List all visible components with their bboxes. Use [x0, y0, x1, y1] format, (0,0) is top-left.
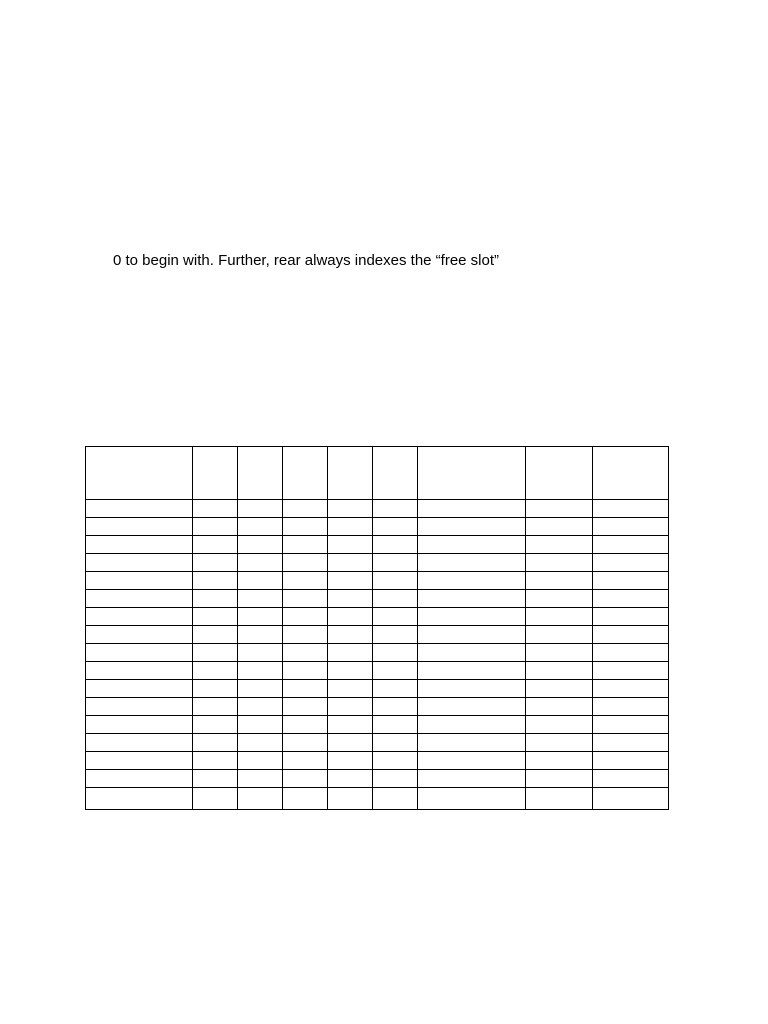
table-cell — [193, 788, 238, 810]
table-cell — [525, 716, 592, 734]
table-cell — [193, 536, 238, 554]
table-cell — [193, 518, 238, 536]
table-cell — [592, 554, 668, 572]
table-row — [86, 608, 669, 626]
table-cell — [238, 590, 283, 608]
table-row — [86, 626, 669, 644]
table-cell — [283, 788, 328, 810]
table-cell — [525, 554, 592, 572]
table-row — [86, 536, 669, 554]
table-cell — [86, 716, 193, 734]
table-row — [86, 554, 669, 572]
table-row — [86, 500, 669, 518]
table-cell — [283, 734, 328, 752]
table-cell — [238, 770, 283, 788]
table-cell — [328, 626, 373, 644]
table-cell — [373, 572, 418, 590]
table-cell — [238, 662, 283, 680]
table-cell — [328, 572, 373, 590]
table-cell — [193, 500, 238, 518]
table-cell — [283, 554, 328, 572]
table-cell — [193, 662, 238, 680]
table-cell — [418, 770, 525, 788]
table-cell — [86, 734, 193, 752]
table-cell — [193, 698, 238, 716]
table-cell — [525, 626, 592, 644]
table-cell — [86, 698, 193, 716]
table-cell — [525, 662, 592, 680]
table-cell — [86, 662, 193, 680]
table-cell — [238, 644, 283, 662]
table-cell — [592, 536, 668, 554]
table-cell — [592, 680, 668, 698]
table-header-cell — [86, 447, 193, 500]
table-cell — [238, 680, 283, 698]
table-cell — [373, 698, 418, 716]
table-cell — [525, 608, 592, 626]
table-cell — [525, 788, 592, 810]
table-cell — [373, 644, 418, 662]
table-cell — [283, 626, 328, 644]
table-row — [86, 752, 669, 770]
table-cell — [238, 536, 283, 554]
table-cell — [283, 590, 328, 608]
table-cell — [592, 608, 668, 626]
table-cell — [592, 770, 668, 788]
table-row — [86, 518, 669, 536]
table-cell — [592, 500, 668, 518]
table-cell — [418, 500, 525, 518]
table-cell — [283, 752, 328, 770]
table-header-cell — [418, 447, 525, 500]
blank-grid-table — [85, 446, 669, 810]
table-cell — [328, 500, 373, 518]
table-cell — [86, 518, 193, 536]
table-cell — [86, 680, 193, 698]
table-cell — [86, 554, 193, 572]
table-cell — [418, 626, 525, 644]
table-cell — [418, 518, 525, 536]
table-cell — [592, 626, 668, 644]
table-cell — [592, 734, 668, 752]
table-cell — [418, 590, 525, 608]
table-row — [86, 662, 669, 680]
table-cell — [86, 752, 193, 770]
table-cell — [283, 680, 328, 698]
table-cell — [328, 698, 373, 716]
table-cell — [418, 788, 525, 810]
table-cell — [525, 698, 592, 716]
table-cell — [373, 554, 418, 572]
table-cell — [525, 500, 592, 518]
table-cell — [418, 716, 525, 734]
table-row — [86, 716, 669, 734]
table-cell — [238, 752, 283, 770]
table-cell — [418, 734, 525, 752]
table-cell — [418, 554, 525, 572]
table-cell — [238, 734, 283, 752]
table-cell — [592, 752, 668, 770]
table-row — [86, 734, 669, 752]
table-cell — [373, 500, 418, 518]
table-cell — [238, 626, 283, 644]
table-cell — [592, 788, 668, 810]
table-header-cell — [238, 447, 283, 500]
table-cell — [418, 572, 525, 590]
table-cell — [86, 536, 193, 554]
table-header-row — [86, 447, 669, 500]
table-cell — [418, 752, 525, 770]
table-cell — [525, 572, 592, 590]
table-cell — [525, 644, 592, 662]
table-cell — [86, 644, 193, 662]
table-cell — [86, 770, 193, 788]
body-text-line: 0 to begin with. Further, rear always indexes the “free slot” — [113, 252, 500, 269]
table-cell — [283, 572, 328, 590]
table-cell — [373, 590, 418, 608]
table-row — [86, 644, 669, 662]
table-cell — [525, 752, 592, 770]
table-row — [86, 698, 669, 716]
table-header-cell — [193, 447, 238, 500]
table-cell — [592, 572, 668, 590]
table-cell — [238, 788, 283, 810]
table-header-cell — [283, 447, 328, 500]
table-cell — [283, 500, 328, 518]
table-cell — [418, 536, 525, 554]
table-cell — [525, 734, 592, 752]
table-cell — [328, 590, 373, 608]
table-cell — [238, 608, 283, 626]
table-cell — [373, 752, 418, 770]
table-cell — [373, 536, 418, 554]
table-row — [86, 572, 669, 590]
table-cell — [525, 770, 592, 788]
table-cell — [283, 662, 328, 680]
table-row — [86, 788, 669, 810]
table-cell — [525, 536, 592, 554]
table-cell — [592, 662, 668, 680]
table-cell — [328, 536, 373, 554]
table-cell — [373, 734, 418, 752]
table-cell — [238, 554, 283, 572]
table-cell — [193, 752, 238, 770]
table-cell — [328, 644, 373, 662]
table-cell — [283, 536, 328, 554]
table-header-cell — [592, 447, 668, 500]
table-cell — [86, 608, 193, 626]
table-cell — [328, 608, 373, 626]
table-cell — [86, 788, 193, 810]
table-cell — [193, 770, 238, 788]
table-cell — [418, 698, 525, 716]
table-cell — [525, 680, 592, 698]
table-cell — [283, 608, 328, 626]
table-cell — [525, 518, 592, 536]
table-cell — [373, 788, 418, 810]
table-cell — [592, 518, 668, 536]
table-cell — [328, 518, 373, 536]
table-cell — [328, 554, 373, 572]
table-cell — [238, 716, 283, 734]
table-cell — [328, 662, 373, 680]
table-cell — [525, 590, 592, 608]
table-cell — [86, 626, 193, 644]
table-header-cell — [328, 447, 373, 500]
table-cell — [193, 626, 238, 644]
table-cell — [86, 572, 193, 590]
table-cell — [328, 734, 373, 752]
table-cell — [238, 698, 283, 716]
table-cell — [238, 500, 283, 518]
table-cell — [283, 518, 328, 536]
table-cell — [193, 608, 238, 626]
table-cell — [592, 590, 668, 608]
table-cell — [418, 680, 525, 698]
table-cell — [328, 680, 373, 698]
table-cell — [373, 770, 418, 788]
table-cell — [193, 590, 238, 608]
table-cell — [592, 644, 668, 662]
table-cell — [193, 716, 238, 734]
table-cell — [193, 680, 238, 698]
table-cell — [328, 788, 373, 810]
table-row — [86, 590, 669, 608]
table-cell — [328, 716, 373, 734]
table-cell — [373, 626, 418, 644]
table-cell — [418, 662, 525, 680]
table-cell — [86, 500, 193, 518]
table-row — [86, 770, 669, 788]
table-cell — [373, 608, 418, 626]
table-cell — [193, 644, 238, 662]
table-cell — [283, 698, 328, 716]
table-cell — [283, 770, 328, 788]
table-cell — [328, 752, 373, 770]
table-cell — [373, 680, 418, 698]
table-cell — [418, 608, 525, 626]
table-cell — [193, 554, 238, 572]
table-body — [86, 447, 669, 810]
table-cell — [373, 518, 418, 536]
table-cell — [592, 716, 668, 734]
table-cell — [193, 572, 238, 590]
table-cell — [193, 734, 238, 752]
table-cell — [238, 518, 283, 536]
table-cell — [283, 644, 328, 662]
table-cell — [86, 590, 193, 608]
table-header-cell — [525, 447, 592, 500]
table-cell — [283, 716, 328, 734]
table-header-cell — [373, 447, 418, 500]
table-cell — [238, 572, 283, 590]
table-cell — [373, 716, 418, 734]
table-row — [86, 680, 669, 698]
table-cell — [592, 698, 668, 716]
table-cell — [328, 770, 373, 788]
table-cell — [373, 662, 418, 680]
table-cell — [418, 644, 525, 662]
